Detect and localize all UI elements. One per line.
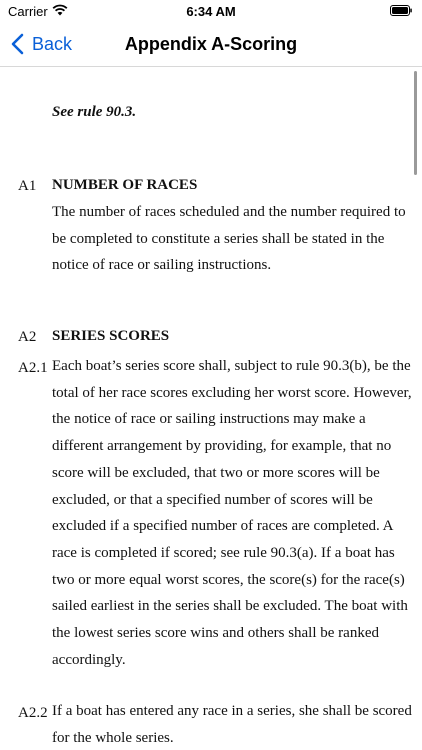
section-number: A1 (18, 178, 37, 194)
section-title: SERIES SCORES (52, 328, 170, 344)
section-text: The number of races scheduled and the number required to be completed to constitute a series shall be stated in the notice of race or sailing instructions. (52, 204, 406, 274)
section-number: A2.2 (18, 705, 48, 721)
scroll-indicator[interactable] (414, 71, 417, 175)
back-label: Back (32, 33, 73, 54)
status-bar (0, 0, 422, 22)
page-title: Appendix A-Scoring (124, 34, 298, 54)
navigation-bar (0, 22, 422, 67)
carrier-label: Carrier (8, 4, 48, 19)
clock-time: 6:34 AM (186, 4, 236, 19)
section-number: A2.1 (18, 360, 48, 376)
section-text: If a boat has entered any race in a series, she shall be scored for the whole series. (52, 703, 412, 746)
section-text: Each boat’s series score shall, subject to rule 90.3(b), be the total of her race scores excluding her worst score. However, the notice of race or sailing instructions may make a different arrangement by providing, for example, that no score will be excluded, that two or more scores will be excluded, or that a specified number of scores will be excluded if a specified number of races are completed. A race is completed if scored; see rule 90.3(a). If a boat has two or more equal worst scores, the score(s) for the race(s) sailed earliest in the series shall be excluded. The boat with the lowest series score wins and others shall be ranked accordingly. (52, 358, 412, 668)
rules-content[interactable] (0, 67, 422, 750)
intro-note: See rule 90.3. (52, 104, 137, 120)
section-title: NUMBER OF RACES (52, 177, 198, 193)
section-number: A2 (18, 329, 37, 345)
battery-icon (390, 5, 412, 16)
